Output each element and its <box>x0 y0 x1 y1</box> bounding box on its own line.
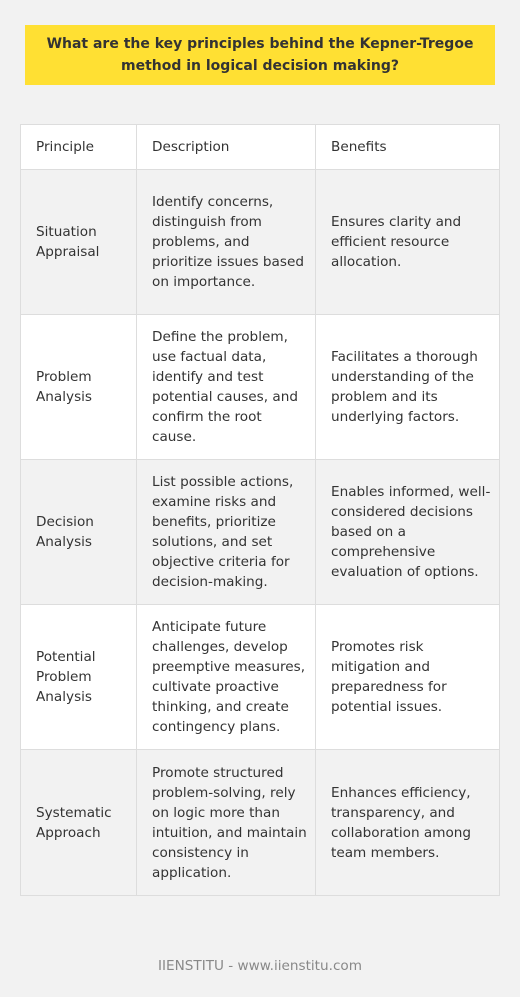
cell-principle: Problem Analysis <box>21 315 137 459</box>
cell-benefits: Enhances efficiency, transparency, and collaboration among team members. <box>331 784 472 861</box>
cell-benefits: Ensures clarity and efficient resource allocation. <box>331 214 462 270</box>
cell-principle: Systematic Approach <box>21 750 137 895</box>
cell-description: Anticipate future challenges, develop preemptive measures, cultivate proactive thinking, and create contingency plans. <box>137 605 316 749</box>
title-banner <box>25 25 495 85</box>
header-description: Description <box>137 125 316 169</box>
table-row <box>21 750 499 895</box>
table-row <box>21 605 499 750</box>
cell-principle: Decision Analysis <box>21 460 137 604</box>
cell-benefits: Enables informed, well-considered decisions based on a comprehensive evaluation of options. <box>331 484 491 580</box>
header-benefits: Benefits <box>331 139 387 155</box>
cell-description: Define the problem, use factual data, identify and test potential causes, and confirm the root cause. <box>137 315 316 459</box>
cell-principle: Potential Problem Analysis <box>21 605 137 749</box>
table-row <box>21 460 499 605</box>
cell-benefits: Facilitates a thorough understanding of the problem and its underlying factors. <box>331 349 478 425</box>
cell-description: List possible actions, examine risks and benefits, prioritize solutions, and set objective criteria for decision-making. <box>137 460 316 604</box>
cell-principle: Situation Appraisal <box>21 170 137 314</box>
table-header-row <box>21 125 499 170</box>
cell-benefits: Promotes risk mitigation and preparedness for potential issues. <box>331 639 447 715</box>
cell-description: Promote structured problem-solving, rely on logic more than intuition, and maintain consistency in application. <box>137 750 316 895</box>
page-title: What are the key principles behind the Kepner-Tregoe method in logical decision making? <box>46 36 474 74</box>
principles-table <box>20 124 500 896</box>
table-row <box>21 315 499 460</box>
footer-credit: IIENSTITU - www.iienstitu.com <box>158 958 362 974</box>
table-row <box>21 170 499 315</box>
cell-description: Identify concerns, distinguish from problems, and prioritize issues based on importance. <box>137 170 316 314</box>
header-principle: Principle <box>21 125 137 169</box>
